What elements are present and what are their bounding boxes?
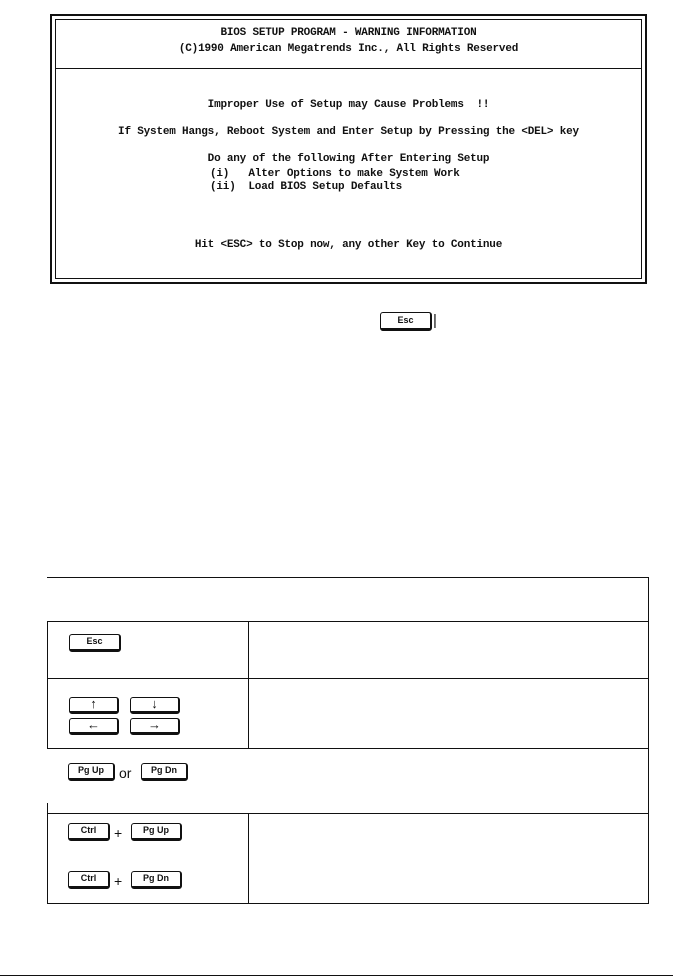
right-arrow-key-icon: →	[130, 718, 180, 735]
table-left-border	[47, 621, 48, 748]
table-row-divider	[47, 621, 648, 622]
table-column-divider	[248, 621, 249, 748]
page-down-key-icon: Pg Dn	[131, 871, 182, 889]
bios-header-divider	[56, 68, 641, 69]
table-row-divider	[47, 678, 648, 679]
ctrl-key-icon: Ctrl	[68, 823, 110, 841]
page-up-key-icon: Pg Up	[131, 823, 182, 841]
esc-key-icon: Esc	[380, 312, 432, 331]
bios-screen-frame	[55, 19, 642, 279]
bios-copyright: (C)1990 American Megatrends Inc., All Rights Reserved	[178, 43, 519, 55]
down-arrow-key-icon: ↓	[130, 697, 180, 714]
table-column-divider	[248, 813, 249, 903]
bios-warning-text: Improper Use of Setup may Cause Problems !!	[207, 99, 490, 111]
bios-option-defaults: (ii) Load BIOS Setup Defaults	[210, 181, 403, 193]
bios-options-heading: Do any of the following After Entering Setup	[207, 153, 490, 165]
esc-key-icon: Esc	[69, 634, 121, 652]
page-down-key-icon: Pg Dn	[141, 763, 188, 781]
key-reference-table	[47, 577, 649, 904]
bios-warning-screen	[50, 14, 647, 284]
page-bottom-rule	[0, 975, 673, 976]
table-row-divider	[47, 813, 648, 814]
plus-joiner: +	[114, 825, 123, 841]
page-up-key-icon: Pg Up	[68, 763, 115, 781]
up-arrow-key-icon: ↑	[69, 697, 119, 714]
left-arrow-key-icon: ←	[69, 718, 119, 735]
plus-joiner: +	[114, 873, 123, 889]
bios-hang-notice: If System Hangs, Reboot System and Enter Setup by Pressing the <DEL> key	[118, 126, 579, 138]
text-cursor-mark: |	[433, 312, 437, 329]
bios-option-alter: (i) Alter Options to make System Work	[210, 168, 460, 180]
table-left-border	[47, 803, 48, 903]
bios-title: BIOS SETUP PROGRAM - WARNING INFORMATION	[220, 27, 477, 39]
bios-continue-prompt: Hit <ESC> to Stop now, any other Key to Continue	[194, 239, 503, 251]
ctrl-key-icon: Ctrl	[68, 871, 110, 889]
table-row-divider	[47, 748, 648, 749]
or-joiner: or	[119, 765, 132, 781]
